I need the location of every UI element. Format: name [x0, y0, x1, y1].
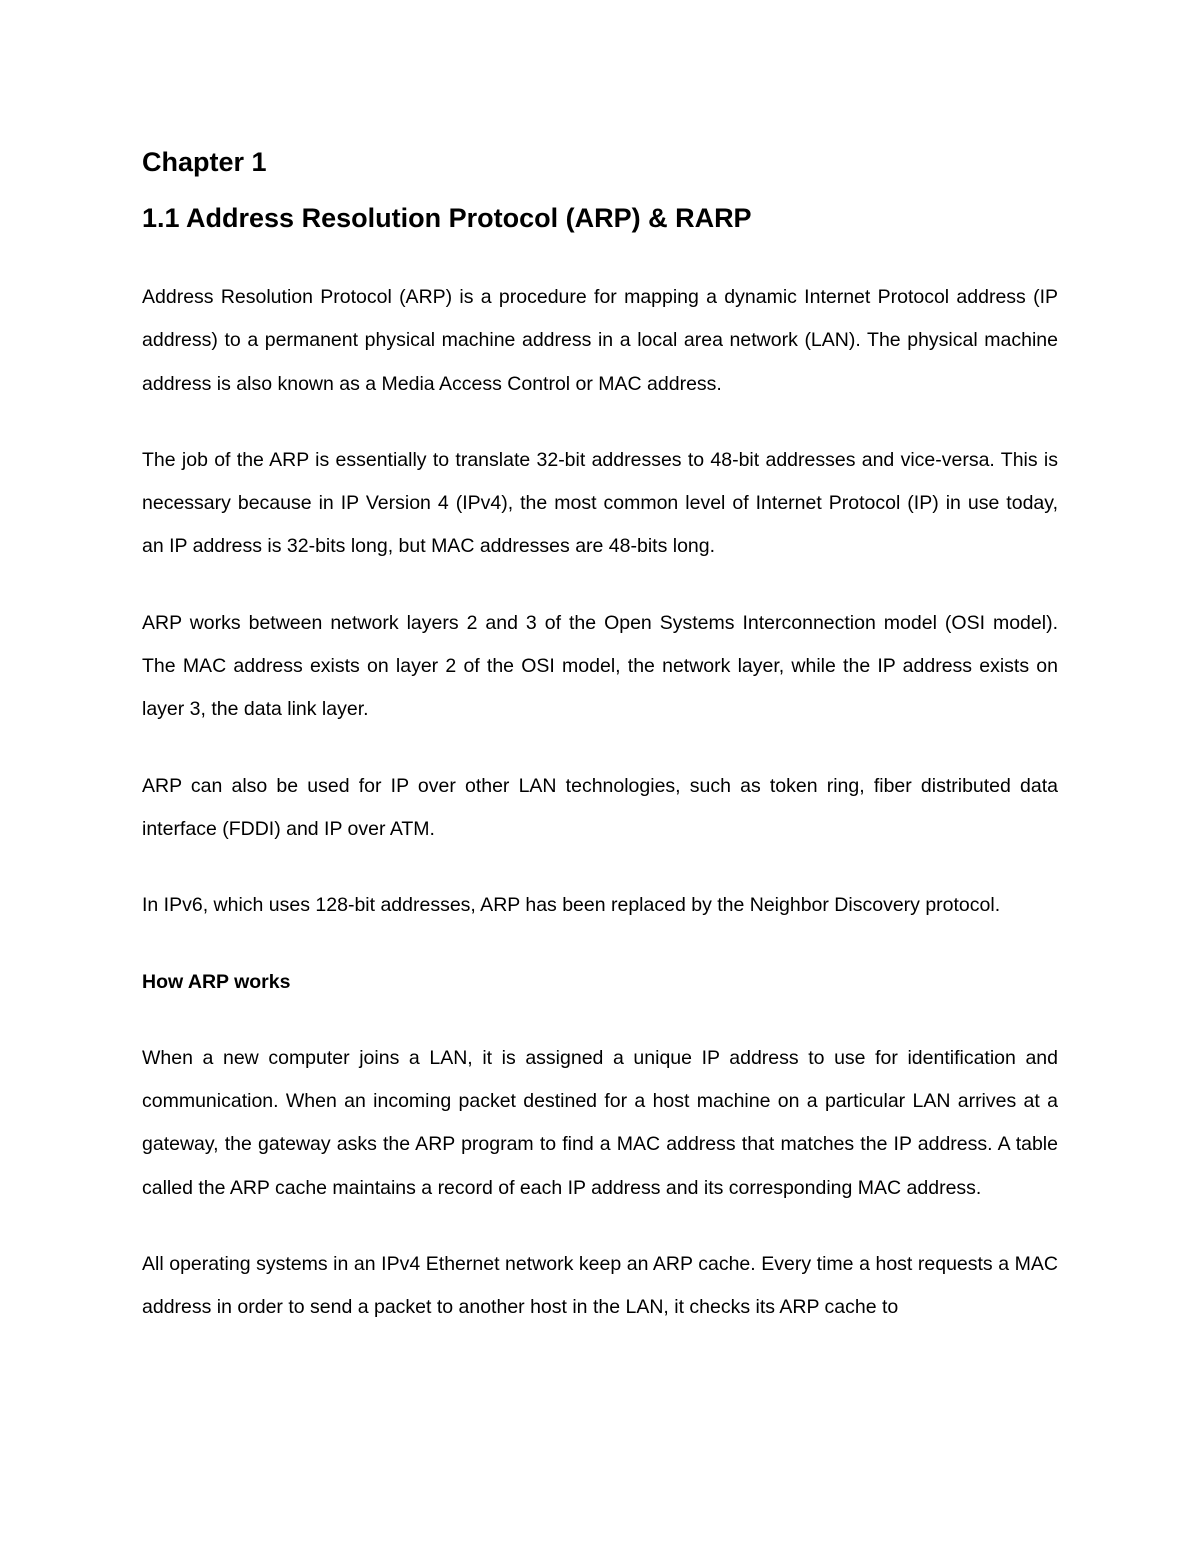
paragraph-osi-layers: ARP works between network layers 2 and 3 of the Open Systems Interconnection model (OSI model). The MAC address exists on layer 2 of the OSI model, the network layer, while the IP address exists on layer 3, the data link layer.: [142, 611, 1058, 721]
section-title: 1.1 Address Resolution Protocol (ARP) & RARP: [142, 203, 752, 233]
subheading-how-arp-works: How ARP works: [142, 970, 291, 993]
paragraph-lan-technologies: ARP can also be used for IP over other LAN technologies, such as token ring, fiber distributed data interface (FDDI) and IP over ATM.: [142, 774, 1058, 840]
paragraph-ipv6: In IPv6, which uses 128-bit addresses, ARP has been replaced by the Neighbor Discovery protocol.: [142, 894, 1001, 917]
paragraph-arp-job: The job of the ARP is essentially to translate 32-bit addresses to 48-bit addresses and vice-versa. This is necessary because in IP Version 4 (IPv4), the most common level of Internet Protocol (IP) in use today, an IP address is 32-bits long, but MAC addresses are 48-bits long.: [142, 448, 1058, 558]
document-body: [142, 140, 1058, 1330]
paragraph-arp-cache: All operating systems in an IPv4 Ethernet network keep an ARP cache. Every time a host requests a MAC address in order to send a packet to another host in the LAN, it checks its ARP cache to: [142, 1253, 1058, 1319]
chapter-title: Chapter 1: [142, 147, 267, 177]
paragraph-new-computer: When a new computer joins a LAN, it is assigned a unique IP address to use for identification and communication. When an incoming packet destined for a host machine on a particular LAN arrives at a gateway, the gateway asks the ARP program to find a MAC address that matches the IP address. A table called the ARP cache maintains a record of each IP address and its corresponding MAC address.: [142, 1046, 1058, 1199]
paragraph-arp-definition: Address Resolution Protocol (ARP) is a procedure for mapping a dynamic Internet Protocol address (IP address) to a permanent physical machine address in a local area network (LAN). The physical machine address is also known as a Media Access Control or MAC address.: [142, 286, 1058, 395]
